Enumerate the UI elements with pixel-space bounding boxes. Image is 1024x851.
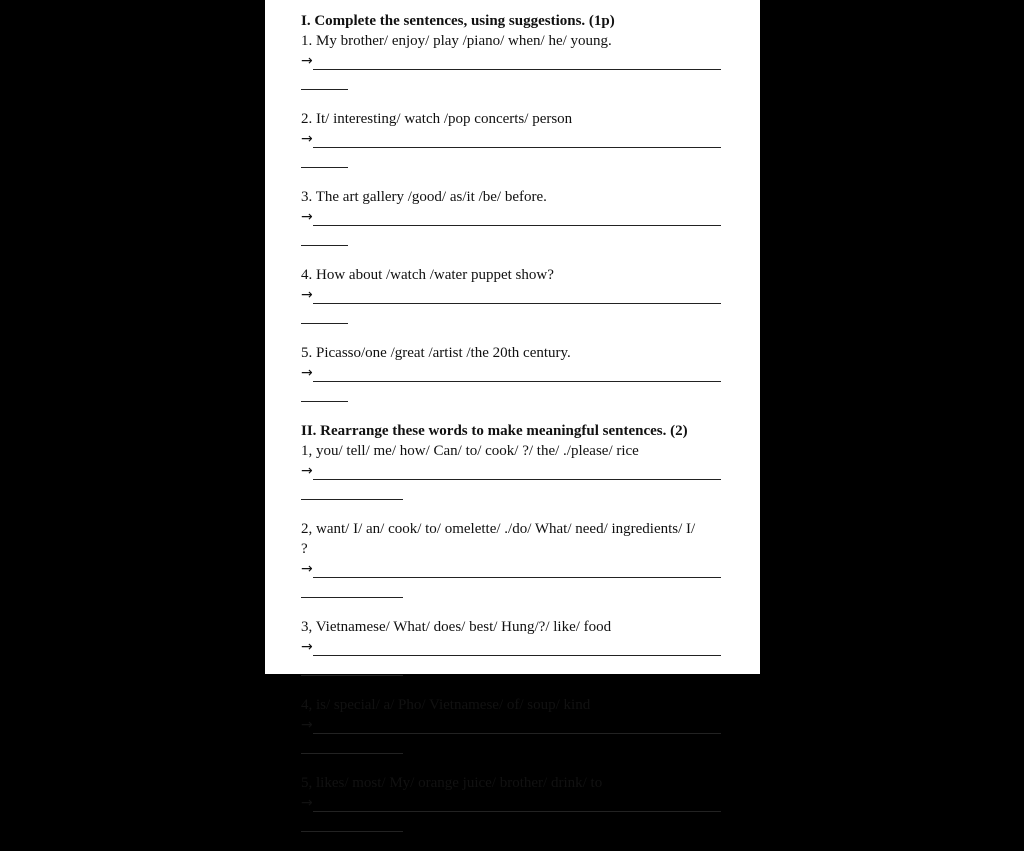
s2-answer-continuation-3[interactable]	[301, 675, 721, 695]
s2-question-2-wrap: ?	[301, 541, 308, 557]
s2-answer-continuation-4[interactable]	[301, 753, 721, 773]
s1-answer-continuation-3[interactable]	[301, 245, 721, 265]
s2-answer-line-5[interactable]	[301, 793, 721, 813]
arrow-icon: →	[301, 287, 313, 303]
s1-answer-continuation-5[interactable]	[301, 401, 721, 421]
arrow-icon: →	[301, 131, 313, 147]
s2-answer-continuation-2[interactable]	[301, 597, 721, 617]
s2-question-4: 4, is/ special/ a/ Pho/ Vietnamese/ of/ soup/ kind	[301, 697, 591, 713]
s1-answer-line-1[interactable]	[301, 51, 721, 71]
arrow-icon: →	[301, 463, 313, 479]
s2-answer-continuation-1[interactable]	[301, 499, 721, 519]
s2-answer-continuation-5[interactable]	[301, 831, 721, 851]
s1-answer-continuation-1[interactable]	[301, 89, 721, 109]
s1-question-5: 5. Picasso/one /great /artist /the 20th century.	[301, 345, 571, 361]
s1-question-4: 4. How about /watch /water puppet show?	[301, 267, 554, 283]
arrow-icon: →	[301, 561, 313, 577]
s1-answer-line-4[interactable]	[301, 285, 721, 305]
s2-question-3: 3, Vietnamese/ What/ does/ best/ Hung/?/ like/ food	[301, 619, 612, 635]
s1-answer-line-5[interactable]	[301, 363, 721, 383]
s1-answer-continuation-2[interactable]	[301, 167, 721, 187]
s1-question-1: 1. My brother/ enjoy/ play /piano/ when/ he/ young.	[301, 33, 612, 49]
arrow-icon: →	[301, 717, 313, 733]
s2-answer-line-1[interactable]	[301, 461, 721, 481]
arrow-icon: →	[301, 639, 313, 655]
section-2-heading: II. Rearrange these words to make meaningful sentences. (2)	[301, 423, 688, 439]
worksheet-content	[301, 11, 721, 851]
s2-question-1: 1, you/ tell/ me/ how/ Can/ to/ cook/ ?/ the/ ./please/ rice	[301, 443, 639, 459]
s1-answer-line-3[interactable]	[301, 207, 721, 227]
s2-question-2: 2, want/ I/ an/ cook/ to/ omelette/ ./do/ What/ need/ ingredients/ I/	[301, 521, 696, 537]
arrow-icon: →	[301, 53, 313, 69]
arrow-icon: →	[301, 209, 313, 225]
section-1-heading: I. Complete the sentences, using suggestions. (1p)	[301, 13, 615, 29]
arrow-icon: →	[301, 795, 313, 811]
s1-answer-continuation-4[interactable]	[301, 323, 721, 343]
s1-answer-line-2[interactable]	[301, 129, 721, 149]
s2-answer-line-4[interactable]	[301, 715, 721, 735]
worksheet-page	[265, 0, 760, 811]
s1-question-3: 3. The art gallery /good/ as/it /be/ before.	[301, 189, 547, 205]
s2-answer-line-2[interactable]	[301, 559, 721, 579]
s2-answer-line-3[interactable]	[301, 637, 721, 657]
s1-question-2: 2. It/ interesting/ watch /pop concerts/ person	[301, 111, 573, 127]
s2-question-5: 5, likes/ most/ My/ orange juice/ brother/ drink/ to	[301, 775, 603, 791]
arrow-icon: →	[301, 365, 313, 381]
